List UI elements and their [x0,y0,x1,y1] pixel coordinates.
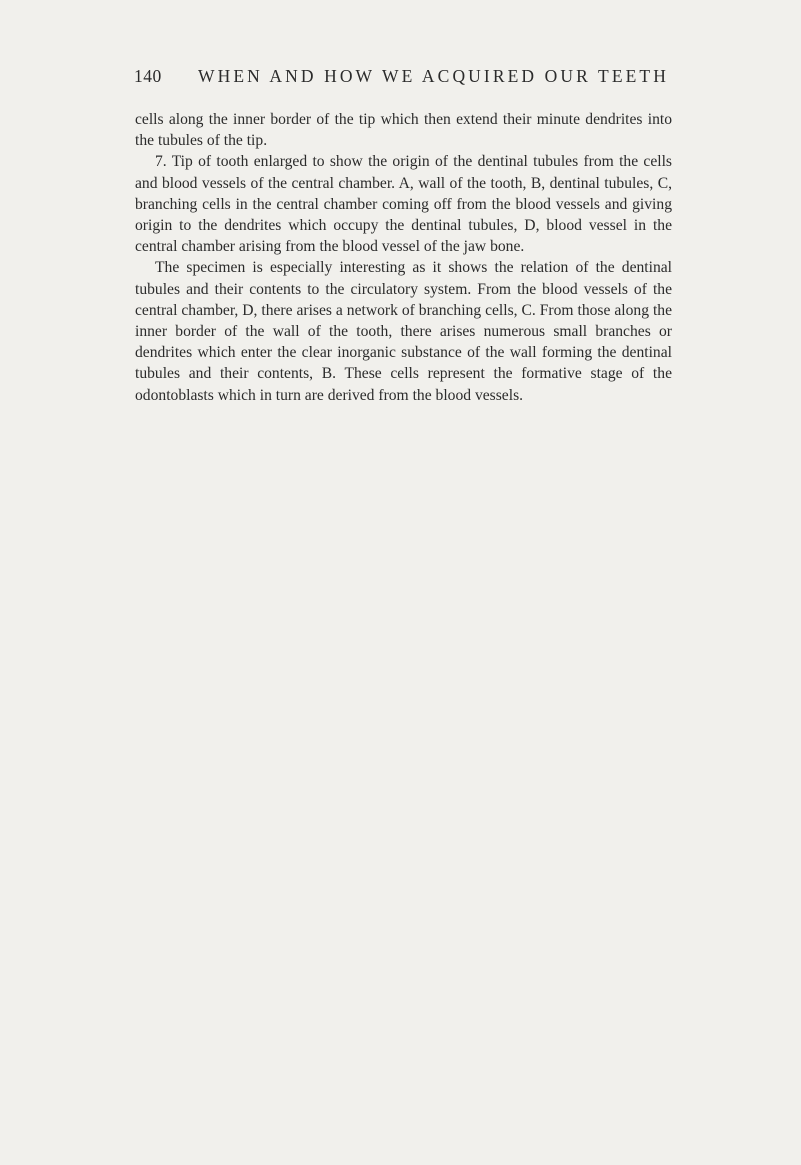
running-title: WHEN AND HOW WE ACQUIRED OUR TEETH [198,66,669,86]
running-head [134,64,674,88]
paragraph-figure-caption: 7. Tip of tooth enlarged to show the origin of the dentinal tubules from the cells and blood vessels of the central chamber. A, wall of the tooth, B, dentinal tubules, C, branching cells in the central chamber coming off from the blood vessels and giving origin to the dendrites which occupy the dentinal tubules, D, blood vessel in the central chamber arising from the blood vessel of the jaw bone. [135,153,672,256]
paragraph-continuation: cells along the inner border of the tip which then extend their minute dendrites into the tubules of the tip. [135,111,672,150]
body-text [135,109,672,406]
page-number: 140 [134,66,162,86]
paragraph-specimen-description: The specimen is especially interesting as it shows the relation of the dentinal tubules and their contents to the circulatory system. From the blood vessels of the central chamber, D, there arises a network of branching cells, C. From those along the inner border of the wall of the tooth, there arises numerous small branches or dendrites which enter the clear inorganic substance of the wall forming the dentinal tubules and their contents, B. These cells represent the formative stage of the odontoblasts which in turn are derived from the blood vessels. [135,259,672,404]
